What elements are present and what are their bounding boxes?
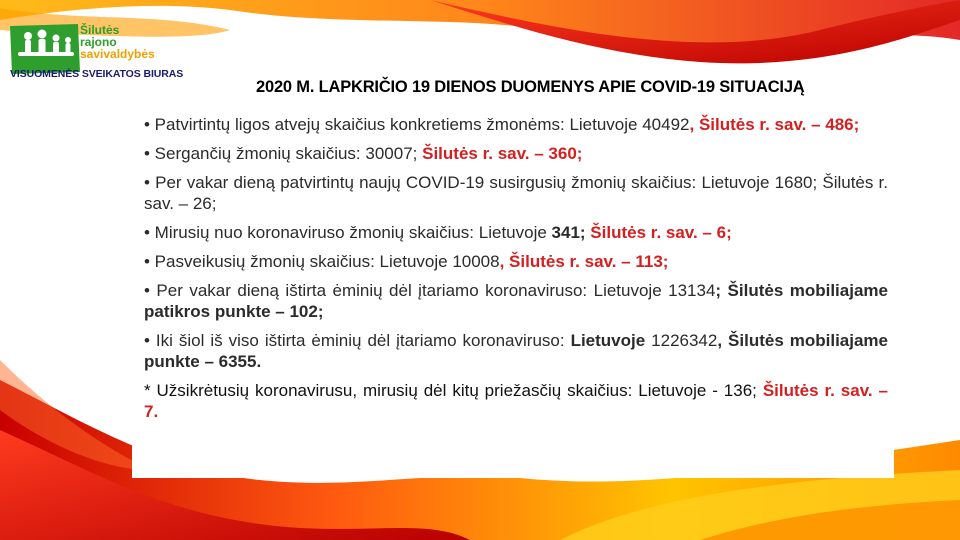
content-card (132, 106, 894, 478)
list-item-active-cases: • Sergančių žmonių skaičius: 30007; Šilutės r. sav. – 360; (144, 144, 583, 163)
list-item-recovered: • Pasveikusių žmonių skaičius: Lietuvoje 10008, Šilutės r. sav. – 113; (144, 252, 669, 271)
stats-list (144, 114, 888, 430)
logo-line-2: rajono (80, 35, 117, 49)
page-title: 2020 M. LAPKRIČIO 19 DIENOS DUOMENYS APIE COVID-19 SITUACIJĄ (256, 78, 805, 96)
list-item-deaths: • Mirusių nuo koronaviruso žmonių skaičius: Lietuvoje 341; Šilutės r. sav. – 6; (144, 223, 732, 242)
logo-line-1: Šilutės (80, 23, 120, 37)
list-item-confirmed-cases: • Patvirtintų ligos atvejų skaičius konkretiems žmonėms: Lietuvoje 40492, Šilutės r. sav. – 486; (144, 115, 860, 134)
list-item-new-cases: • Per vakar dieną patvirtintų naujų COVID-19 susirgusių žmonių skaičius: Lietuvoje 1680; Šilutės r. sav. – 26; (144, 173, 888, 213)
logo-caption: VISUOMENĖS SVEIKATOS BIURAS (10, 68, 184, 80)
logo-line-3: savivaldybės (80, 47, 155, 61)
list-item-other-cause-deaths: * Užsikrėtusių koronavirusu, mirusių dėl kitų priežasčių skaičius: Lietuvoje - 136; Šilutės r. sav. – 7. (144, 381, 888, 421)
list-item-tests-total: • Iki šiol iš viso ištirta ėminių dėl įtariamo koronaviruso: Lietuvoje 1226342, Šilutės mobiliajame punkte – 6355. (144, 331, 889, 371)
list-item-tests-yesterday: • Per vakar dieną ištirta ėminių dėl įtariamo koronaviruso: Lietuvoje 13134; Šilutės mobiliajame patikros punkte – 102; (144, 281, 888, 321)
logo-wordmark (80, 24, 155, 60)
